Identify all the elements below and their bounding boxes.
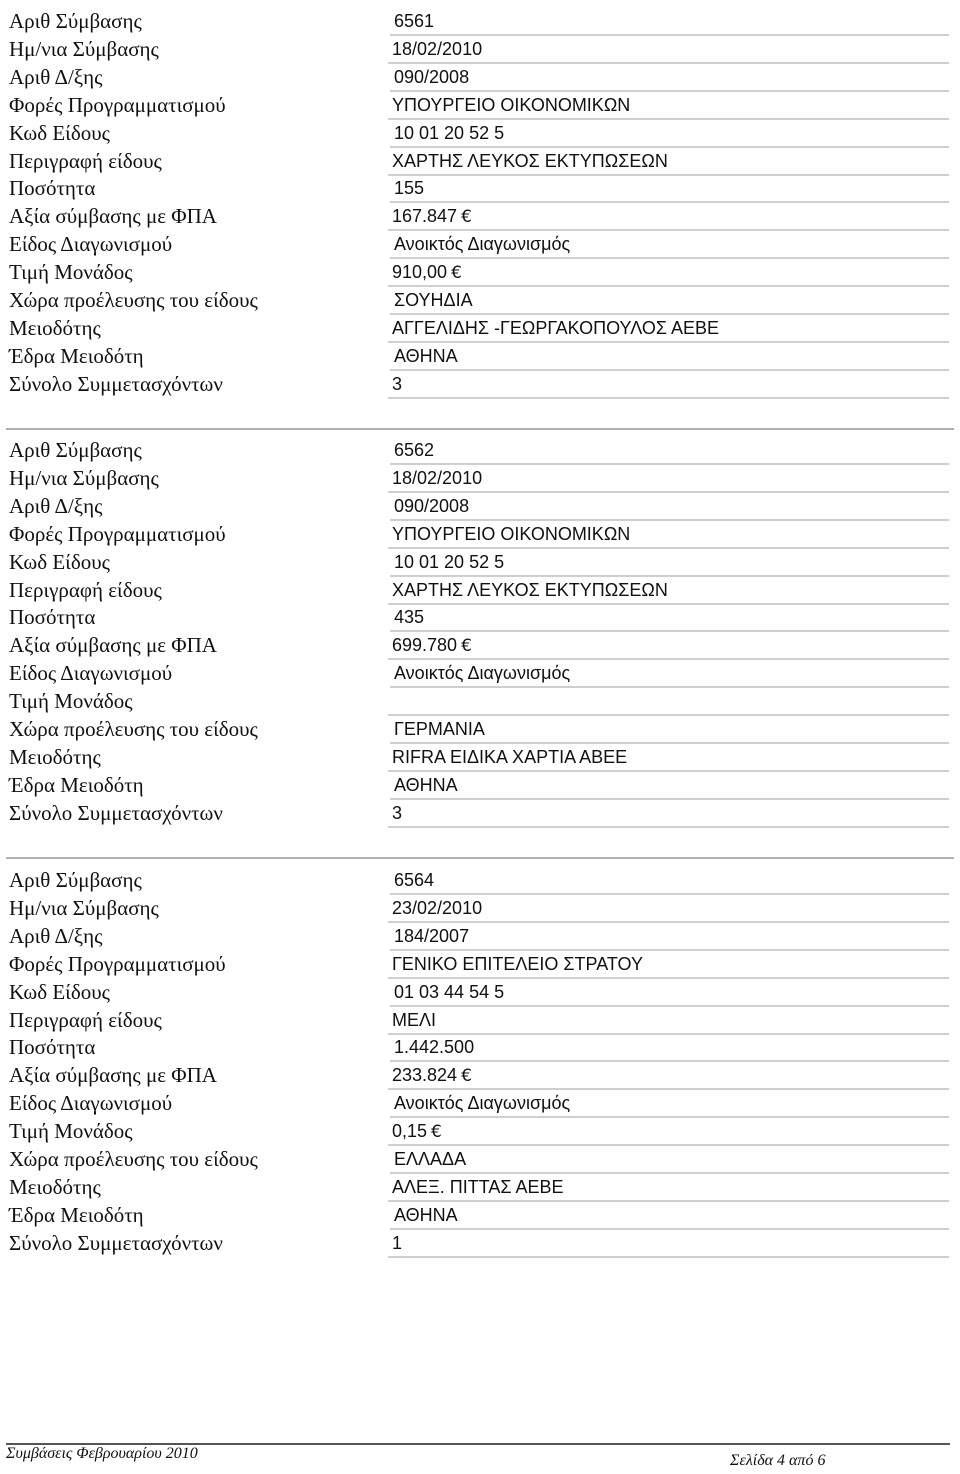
- field-label: Ποσότητα: [9, 605, 96, 629]
- footer-title: Συμβάσεις Φεβρουαρίου 2010: [6, 1445, 198, 1462]
- field-row-unit-price: [0, 1118, 960, 1146]
- field-value: [388, 259, 949, 287]
- field-value-text: ΑΛΕΞ. ΠΙΤΤΑΣ ΑΕΒΕ: [392, 1177, 564, 1197]
- page-number: Σελίδα 4 από 6: [730, 1452, 826, 1469]
- field-value: [388, 632, 949, 660]
- field-label: Είδος Διαγωνισμού: [9, 232, 173, 256]
- field-label: Έδρα Μειοδότη: [9, 773, 144, 797]
- field-value-text: 6562: [394, 440, 435, 460]
- euro-symbol: €: [451, 263, 462, 283]
- field-label: Τιμή Μονάδος: [9, 260, 133, 284]
- field-value: [390, 923, 949, 951]
- field-label: Αριθ Δ/ξης: [9, 494, 103, 518]
- field-value: [390, 231, 949, 259]
- field-value-text: ΥΠΟΥΡΓΕΙΟ ΟΙΚΟΝΟΜΙΚΩΝ: [392, 95, 631, 115]
- field-row-participants: [0, 371, 960, 399]
- field-value: [390, 660, 949, 688]
- field-row-contract-no: [0, 8, 960, 36]
- field-value: [390, 549, 949, 577]
- field-value: [388, 148, 949, 176]
- field-row-tender-type: [0, 231, 960, 259]
- field-row-decision-no: [0, 493, 960, 521]
- field-row-value-vat: [0, 1062, 960, 1090]
- field-value: [390, 1034, 949, 1062]
- field-row-value-vat: [0, 632, 960, 660]
- field-row-item-desc: [0, 148, 960, 176]
- field-label: Αριθ Δ/ξης: [9, 65, 103, 89]
- field-label: Αξία σύμβασης με ΦΠΑ: [9, 633, 217, 657]
- field-row-planning-body: [0, 92, 960, 120]
- field-value-text: 10 01 20 52 5: [394, 123, 505, 143]
- field-value-text: 910,00: [392, 262, 448, 282]
- field-label: Είδος Διαγωνισμού: [9, 1091, 173, 1115]
- field-value-text: 184/2007: [394, 926, 470, 946]
- field-row-supplier: [0, 1174, 960, 1202]
- field-row-planning-body: [0, 521, 960, 549]
- field-row-item-desc: [0, 577, 960, 605]
- field-label: Μειοδότης: [9, 316, 101, 340]
- field-row-contract-date: [0, 895, 960, 923]
- field-row-origin: [0, 287, 960, 315]
- field-value: [390, 493, 949, 521]
- field-value: [388, 371, 949, 399]
- field-label: Ημ/νια Σύμβασης: [9, 37, 159, 61]
- field-value-text: 0,15: [392, 1121, 428, 1141]
- field-row-origin: [0, 716, 960, 744]
- field-value: [390, 8, 949, 36]
- field-row-decision-no: [0, 923, 960, 951]
- euro-symbol: €: [461, 207, 472, 227]
- field-value-text: ΣΟΥΗΔΙΑ: [394, 290, 473, 310]
- field-value: [390, 772, 949, 800]
- field-value: [390, 287, 949, 315]
- field-value: [390, 1090, 949, 1118]
- field-label: Χώρα προέλευσης του είδους: [9, 1147, 258, 1171]
- field-label: Φορές Προγραμματισμού: [9, 93, 226, 117]
- field-label: Σύνολο Συμμετασχόντων: [9, 372, 223, 396]
- field-value: [390, 175, 949, 203]
- field-label: Περιγραφή είδους: [9, 578, 162, 602]
- field-label: Αξία σύμβασης με ΦΠΑ: [9, 204, 217, 228]
- record-separator: [6, 857, 954, 859]
- field-value-text: 090/2008: [394, 496, 470, 516]
- field-value: [390, 120, 949, 148]
- field-value-text: 1: [392, 1233, 403, 1253]
- field-row-tender-type: [0, 660, 960, 688]
- field-row-contract-date: [0, 465, 960, 493]
- field-label: Χώρα προέλευσης του είδους: [9, 717, 258, 741]
- field-value-text: ΜΕΛΙ: [392, 1010, 437, 1030]
- field-value-text: 233.824: [392, 1065, 458, 1085]
- field-label: Κωδ Είδους: [9, 980, 110, 1004]
- field-label: Κωδ Είδους: [9, 121, 110, 145]
- field-value-text: 1.442.500: [394, 1037, 475, 1057]
- field-row-unit-price: [0, 259, 960, 287]
- field-value-text: ΧΑΡΤΗΣ ΛΕΥΚΟΣ ΕΚΤΥΠΩΣΕΩΝ: [392, 151, 668, 171]
- field-label: Σύνολο Συμμετασχόντων: [9, 801, 223, 825]
- field-value: [388, 521, 949, 549]
- field-value-text: 6564: [394, 870, 435, 890]
- field-value: [390, 604, 949, 632]
- field-value-text: 3: [392, 803, 403, 823]
- field-label: Αξία σύμβασης με ΦΠΑ: [9, 1063, 217, 1087]
- field-row-origin: [0, 1146, 960, 1174]
- field-row-quantity: [0, 1034, 960, 1062]
- field-value-text: 3: [392, 374, 403, 394]
- field-row-contract-date: [0, 36, 960, 64]
- euro-symbol: €: [461, 1066, 472, 1086]
- field-row-supplier: [0, 744, 960, 772]
- field-label: Αριθ Σύμβασης: [9, 868, 142, 892]
- field-value: [390, 1146, 949, 1174]
- field-value: [390, 979, 949, 1007]
- field-value-text: ΑΘΗΝΑ: [394, 775, 458, 795]
- field-label: Έδρα Μειοδότη: [9, 344, 144, 368]
- field-value: [388, 1174, 949, 1202]
- field-row-item-code: [0, 979, 960, 1007]
- euro-symbol: €: [431, 1122, 442, 1142]
- field-value-text: ΑΘΗΝΑ: [394, 1205, 458, 1225]
- field-value: [388, 1230, 949, 1258]
- field-value-text: 699.780: [392, 635, 458, 655]
- field-value-text: Ανοικτός Διαγωνισμός: [394, 234, 571, 254]
- field-value: [388, 744, 949, 772]
- field-value-text: 155: [394, 178, 425, 198]
- field-label: Κωδ Είδους: [9, 550, 110, 574]
- field-row-planning-body: [0, 951, 960, 979]
- field-value: [390, 1202, 949, 1230]
- field-label: Αριθ Σύμβασης: [9, 9, 142, 33]
- field-value-text: ΥΠΟΥΡΓΕΙΟ ΟΙΚΟΝΟΜΙΚΩΝ: [392, 524, 631, 544]
- field-row-item-code: [0, 120, 960, 148]
- field-value-text: ΑΓΓΕΛΙΔΗΣ -ΓΕΩΡΓΑΚΟΠΟΥΛΟΣ ΑΕΒΕ: [392, 318, 720, 338]
- field-row-item-desc: [0, 1007, 960, 1035]
- field-row-supplier-seat: [0, 343, 960, 371]
- field-row-participants: [0, 800, 960, 828]
- field-value-text: 18/02/2010: [392, 468, 483, 488]
- field-value: [388, 203, 949, 231]
- field-row-quantity: [0, 604, 960, 632]
- field-row-item-code: [0, 549, 960, 577]
- field-value-text: 167.847: [392, 206, 458, 226]
- field-row-supplier-seat: [0, 772, 960, 800]
- field-value-text: 435: [394, 607, 425, 627]
- field-label: Τιμή Μονάδος: [9, 1119, 133, 1143]
- field-label: Ημ/νια Σύμβασης: [9, 896, 159, 920]
- euro-symbol: €: [461, 636, 472, 656]
- field-row-participants: [0, 1230, 960, 1258]
- field-row-supplier-seat: [0, 1202, 960, 1230]
- field-label: Φορές Προγραμματισμού: [9, 522, 226, 546]
- field-label: Περιγραφή είδους: [9, 1008, 162, 1032]
- field-row-quantity: [0, 175, 960, 203]
- field-row-supplier: [0, 315, 960, 343]
- field-value: [388, 315, 949, 343]
- field-value-text: 6561: [394, 11, 435, 31]
- field-value-text: RIFRA ΕΙΔΙΚΑ ΧΑΡΤΙΑ ΑΒΕΕ: [392, 747, 628, 767]
- field-value: [388, 951, 949, 979]
- field-label: Ποσότητα: [9, 176, 96, 200]
- field-value-text: ΕΛΛΑΔΑ: [394, 1149, 467, 1169]
- field-row-value-vat: [0, 203, 960, 231]
- field-label: Σύνολο Συμμετασχόντων: [9, 1231, 223, 1255]
- field-value: [388, 92, 949, 120]
- field-label: Έδρα Μειοδότη: [9, 1203, 144, 1227]
- field-label: Μειοδότης: [9, 1175, 101, 1199]
- field-row-contract-no: [0, 867, 960, 895]
- field-label: Τιμή Μονάδος: [9, 689, 133, 713]
- field-label: Είδος Διαγωνισμού: [9, 661, 173, 685]
- field-value: [388, 577, 949, 605]
- field-value: [388, 688, 949, 716]
- field-value: [388, 36, 949, 64]
- field-row-tender-type: [0, 1090, 960, 1118]
- field-value: [388, 1062, 949, 1090]
- field-label: Περιγραφή είδους: [9, 149, 162, 173]
- field-value-text: Ανοικτός Διαγωνισμός: [394, 1093, 571, 1113]
- field-value: [388, 800, 949, 828]
- field-label: Αριθ Σύμβασης: [9, 438, 142, 462]
- field-row-contract-no: [0, 437, 960, 465]
- field-value-text: 01 03 44 54 5: [394, 982, 505, 1002]
- field-value-text: 18/02/2010: [392, 39, 483, 59]
- field-value: [390, 716, 949, 744]
- field-value-text: ΓΕΝΙΚΟ ΕΠΙΤΕΛΕΙΟ ΣΤΡΑΤΟΥ: [392, 954, 643, 974]
- field-value: [390, 437, 949, 465]
- field-value: [390, 343, 949, 371]
- field-value-text: ΓΕΡΜΑΝΙΑ: [394, 719, 485, 739]
- field-value-text: ΧΑΡΤΗΣ ΛΕΥΚΟΣ ΕΚΤΥΠΩΣΕΩΝ: [392, 580, 668, 600]
- field-label: Χώρα προέλευσης του είδους: [9, 288, 258, 312]
- field-value-text: Ανοικτός Διαγωνισμός: [394, 663, 571, 683]
- field-value-text: 10 01 20 52 5: [394, 552, 505, 572]
- field-value: [388, 1118, 949, 1146]
- field-value: [388, 465, 949, 493]
- field-row-decision-no: [0, 64, 960, 92]
- field-value-text: 23/02/2010: [392, 898, 483, 918]
- field-value: [388, 895, 949, 923]
- record-separator: [6, 428, 954, 430]
- field-label: Ποσότητα: [9, 1035, 96, 1059]
- field-value: [388, 1007, 949, 1035]
- field-label: Φορές Προγραμματισμού: [9, 952, 226, 976]
- field-label: Αριθ Δ/ξης: [9, 924, 103, 948]
- field-value-text: 090/2008: [394, 67, 470, 87]
- field-value: [390, 867, 949, 895]
- field-row-unit-price: [0, 688, 960, 716]
- field-value-text: ΑΘΗΝΑ: [394, 346, 458, 366]
- field-value: [390, 64, 949, 92]
- field-label: Ημ/νια Σύμβασης: [9, 466, 159, 490]
- field-label: Μειοδότης: [9, 745, 101, 769]
